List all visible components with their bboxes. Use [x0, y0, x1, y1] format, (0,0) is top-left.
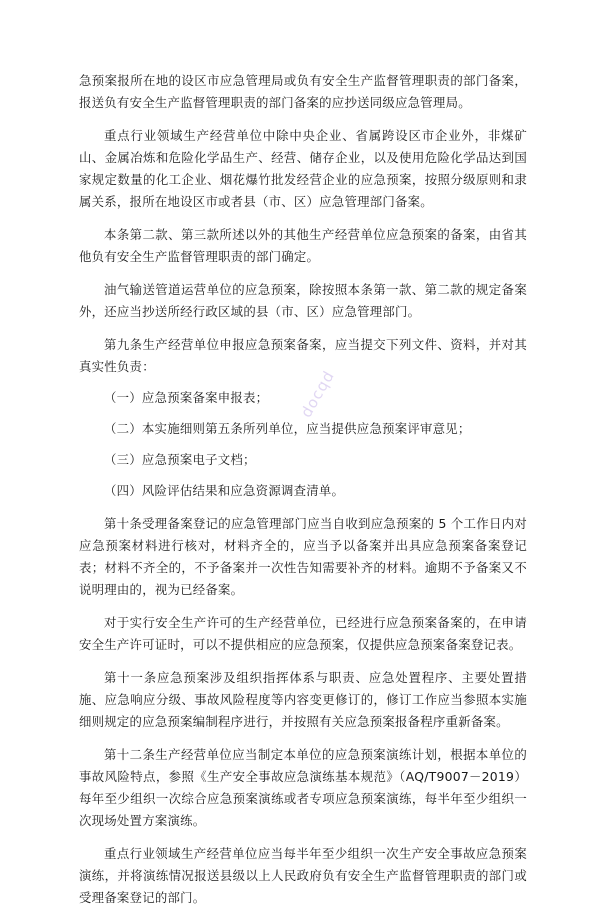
paragraph-article-9: 第九条生产经营单位申报应急预案备案，应当提交下列文件、资料，并对其真实性负责： — [79, 337, 527, 374]
paragraph-drill-frequency: 重点行业领域生产经营单位应当每半年至少组织一次生产安全事故应急预案演练，并将演练情况报送县级以上人民政府负有安全生产监督管理职责的部门或受理备案登记的部门。 — [79, 846, 527, 905]
watermark-logo: docqd — [296, 367, 339, 421]
document-page — [79, 70, 527, 909]
paragraph-other-units: 本条第二款、第三款所述以外的其他生产经营单位应急预案的备案，由省其他负有安全生产监督管理职责的部门确定。 — [79, 227, 527, 264]
list-item: （四）风险评估结果和应急资源调查清单。 — [104, 483, 345, 498]
list-item: （一）应急预案备案申报表； — [104, 390, 269, 405]
list-item: （三）应急预案电子文档； — [104, 452, 256, 467]
paragraph-article-10: 第十条受理备案登记的应急管理部门应当自收到应急预案的 5 个工作日内对应急预案材料进行核对，材料齐全的，应当予以备案并出具应急预案备案登记表；材料不齐全的，不予备案并一次性告知需要补齐的材料。逾期不予备案又不说明理由的，视为已经备案。 — [79, 516, 527, 597]
paragraph-key-industries: 重点行业领域生产经营单位中除中央企业、省属跨设区市企业外，非煤矿山、金属冶炼和危险化学品生产、经营、储存企业，以及使用危险化学品达到国家规定数量的化工企业、烟花爆竹批发经营企业的应急预案，按照分级原则和隶属关系，报所在地设区市或者县（市、区）应急管理部门备案。 — [79, 128, 527, 209]
paragraph-safety-license: 对于实行安全生产许可的生产经营单位，已经进行应急预案备案的，在申请安全生产许可证时，可以不提供相应的应急预案，仅提供应急预案备案登记表。 — [79, 615, 527, 652]
paragraph-article-12: 第十二条生产经营单位应当制定本单位的应急预案演练计划，根据本单位的事故风险特点，参照《生产安全事故应急演练基本规范》（AQ/T9007－2019）每年至少组织一次综合应急预案演练或者专项应急预案演练，每半年至少组织一次现场处置方案演练。 — [79, 747, 527, 828]
paragraph-continuation: 急预案报所在地的设区市应急管理局或负有安全生产监督管理职责的部门备案，报送负有安全生产监督管理职责的部门备案的应抄送同级应急管理局。 — [79, 73, 527, 110]
paragraph-pipeline: 油气输送管道运营单位的应急预案，除按照本条第一款、第二款的规定备案外，还应当抄送所经行政区域的县（市、区）应急管理部门。 — [79, 282, 527, 319]
paragraph-article-11: 第十一条应急预案涉及组织指挥体系与职责、应急处置程序、主要处置措施、应急响应分级、事故风险程度等内容变更修订的，修订工作应当参照本实施细则规定的应急预案编制程序进行，并按照有关应急预案报备程序重新备案。 — [79, 670, 527, 729]
list-item: （二）本实施细则第五条所列单位，应当提供应急预案评审意见； — [104, 421, 471, 436]
